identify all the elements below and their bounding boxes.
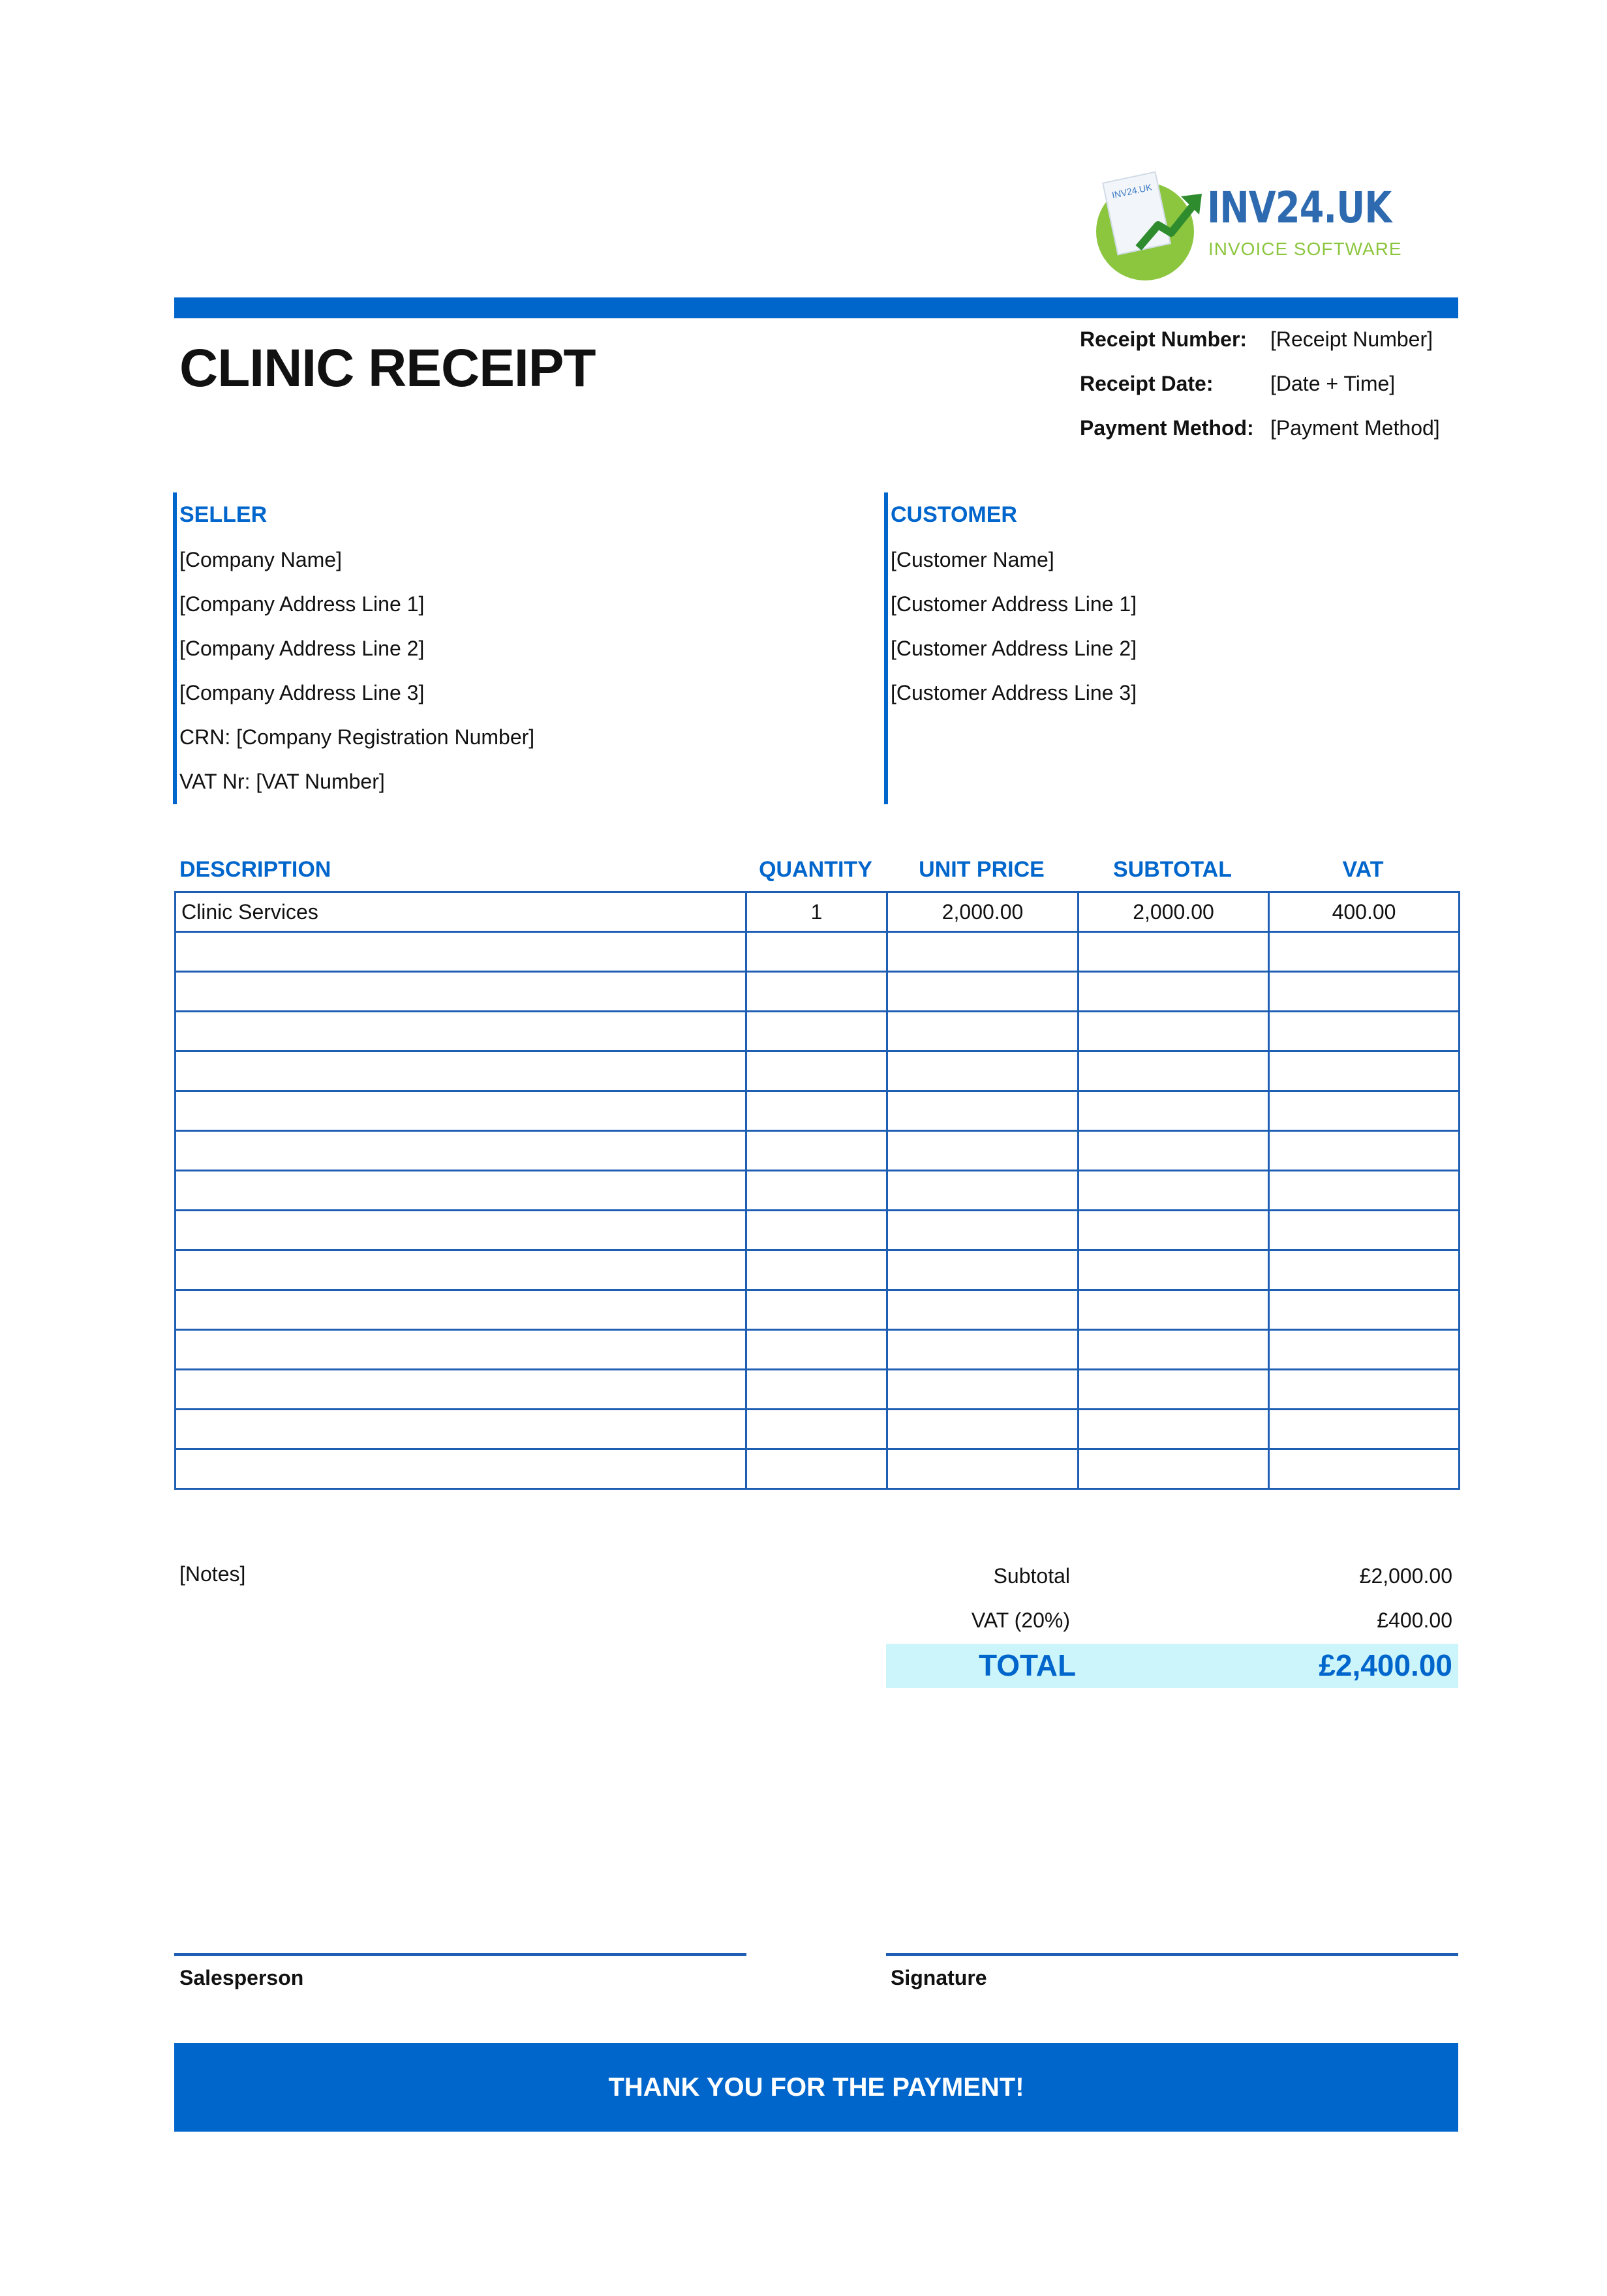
empty-cell bbox=[887, 1012, 1079, 1051]
empty-cell bbox=[887, 972, 1079, 1012]
table-row-empty bbox=[176, 1250, 1460, 1290]
table-row-empty bbox=[176, 1211, 1460, 1250]
column-header-description: DESCRIPTION bbox=[179, 857, 331, 882]
empty-cell bbox=[176, 1330, 746, 1370]
payment-method-value: [Payment Method] bbox=[1270, 416, 1440, 440]
empty-cell bbox=[746, 1131, 887, 1171]
empty-cell bbox=[746, 1410, 887, 1449]
empty-cell bbox=[1079, 932, 1269, 972]
seller-company-name: [Company Name] bbox=[179, 548, 342, 571]
table-row-empty bbox=[176, 1370, 1460, 1410]
customer-address-line-3: [Customer Address Line 3] bbox=[891, 681, 1137, 704]
empty-cell bbox=[176, 1449, 746, 1489]
empty-cell bbox=[1079, 1410, 1269, 1449]
column-header-subtotal: SUBTOTAL bbox=[1113, 857, 1232, 882]
notes: [Notes] bbox=[179, 1562, 246, 1586]
empty-cell bbox=[887, 1449, 1079, 1489]
table-row-empty bbox=[176, 1449, 1460, 1489]
empty-cell bbox=[176, 1410, 746, 1449]
empty-cell bbox=[1269, 1211, 1460, 1250]
empty-cell bbox=[176, 1211, 746, 1250]
footer-banner bbox=[174, 2043, 1458, 2132]
item-vat: 400.00 bbox=[1269, 892, 1460, 932]
empty-cell bbox=[1079, 1330, 1269, 1370]
table-row bbox=[176, 892, 1460, 932]
empty-cell bbox=[887, 1091, 1079, 1131]
table-row-empty bbox=[176, 1290, 1460, 1330]
empty-cell bbox=[887, 1330, 1079, 1370]
empty-cell bbox=[887, 1410, 1079, 1449]
table-row-empty bbox=[176, 932, 1460, 972]
empty-cell bbox=[746, 1330, 887, 1370]
empty-cell bbox=[1079, 1091, 1269, 1131]
empty-cell bbox=[746, 1171, 887, 1211]
empty-cell bbox=[1269, 932, 1460, 972]
empty-cell bbox=[887, 1171, 1079, 1211]
table-row-empty bbox=[176, 1131, 1460, 1171]
empty-cell bbox=[1269, 1250, 1460, 1290]
empty-cell bbox=[176, 1290, 746, 1330]
seller-accent-bar bbox=[173, 492, 177, 804]
empty-cell bbox=[176, 1171, 746, 1211]
empty-cell bbox=[1269, 1131, 1460, 1171]
total-value: £2,400.00 bbox=[1319, 1648, 1452, 1682]
empty-cell bbox=[1269, 972, 1460, 1012]
signature-label: Signature bbox=[891, 1966, 987, 1989]
empty-cell bbox=[1079, 1211, 1269, 1250]
empty-cell bbox=[887, 1290, 1079, 1330]
empty-cell bbox=[1269, 1330, 1460, 1370]
logo-tagline: INVOICE SOFTWARE bbox=[1208, 239, 1402, 259]
column-header-quantity: QUANTITY bbox=[759, 857, 872, 882]
empty-cell bbox=[1269, 1171, 1460, 1211]
customer-address-line-1: [Customer Address Line 1] bbox=[891, 592, 1137, 616]
empty-cell bbox=[746, 972, 887, 1012]
seller-address-line-3: [Company Address Line 3] bbox=[179, 681, 425, 704]
empty-cell bbox=[746, 1250, 887, 1290]
empty-cell bbox=[1269, 1091, 1460, 1131]
empty-cell bbox=[1079, 1449, 1269, 1489]
table-row-empty bbox=[176, 1091, 1460, 1131]
empty-cell bbox=[1079, 1370, 1269, 1410]
table-row-empty bbox=[176, 1410, 1460, 1449]
customer-signature-line bbox=[886, 1953, 1458, 1956]
empty-cell bbox=[746, 1091, 887, 1131]
empty-cell bbox=[746, 1449, 887, 1489]
empty-cell bbox=[176, 1012, 746, 1051]
seller-address-line-2: [Company Address Line 2] bbox=[179, 637, 425, 660]
empty-cell bbox=[176, 972, 746, 1012]
seller-crn: CRN: [Company Registration Number] bbox=[179, 725, 535, 749]
company-logo bbox=[1096, 176, 1403, 274]
table-row-empty bbox=[176, 1171, 1460, 1211]
empty-cell bbox=[887, 1370, 1079, 1410]
empty-cell bbox=[176, 1250, 746, 1290]
seller-heading: SELLER bbox=[179, 502, 268, 527]
item-description: Clinic Services bbox=[176, 892, 746, 932]
empty-cell bbox=[1079, 1131, 1269, 1171]
growth-arrow-icon bbox=[1135, 186, 1207, 258]
empty-cell bbox=[1079, 1290, 1269, 1330]
empty-cell bbox=[176, 932, 746, 972]
subtotal-label: Subtotal bbox=[993, 1564, 1070, 1588]
total-label: TOTAL bbox=[979, 1648, 1077, 1682]
empty-cell bbox=[1079, 972, 1269, 1012]
empty-cell bbox=[1079, 1250, 1269, 1290]
seller-address-line-1: [Company Address Line 1] bbox=[179, 592, 425, 616]
empty-cell bbox=[1079, 1012, 1269, 1051]
page-title: CLINIC RECEIPT bbox=[179, 339, 596, 398]
empty-cell bbox=[176, 1091, 746, 1131]
customer-accent-bar bbox=[884, 492, 888, 804]
receipt-date-value: [Date + Time] bbox=[1270, 372, 1396, 395]
receipt-number-value: [Receipt Number] bbox=[1270, 327, 1433, 351]
column-header-unit-price: UNIT PRICE bbox=[919, 857, 1045, 882]
empty-cell bbox=[887, 1211, 1079, 1250]
empty-cell bbox=[1079, 1171, 1269, 1211]
table-row-empty bbox=[176, 1330, 1460, 1370]
empty-cell bbox=[176, 1131, 746, 1171]
empty-cell bbox=[1269, 1370, 1460, 1410]
empty-cell bbox=[1079, 1051, 1269, 1091]
seller-vat-number: VAT Nr: [VAT Number] bbox=[179, 770, 385, 793]
item-unit-price: 2,000.00 bbox=[887, 892, 1079, 932]
empty-cell bbox=[176, 1370, 746, 1410]
empty-cell bbox=[746, 1211, 887, 1250]
empty-cell bbox=[887, 932, 1079, 972]
empty-cell bbox=[887, 1250, 1079, 1290]
vat-label: VAT (20%) bbox=[971, 1609, 1070, 1632]
customer-heading: CUSTOMER bbox=[891, 502, 1017, 527]
line-items-table bbox=[174, 891, 1460, 1490]
empty-cell bbox=[746, 1290, 887, 1330]
empty-cell bbox=[1269, 1410, 1460, 1449]
empty-cell bbox=[746, 1370, 887, 1410]
empty-cell bbox=[887, 1051, 1079, 1091]
customer-address-line-2: [Customer Address Line 2] bbox=[891, 637, 1137, 660]
empty-cell bbox=[1269, 1051, 1460, 1091]
empty-cell bbox=[1269, 1012, 1460, 1051]
header-accent-bar bbox=[174, 297, 1458, 318]
thank-you-message: THANK YOU FOR THE PAYMENT! bbox=[608, 2072, 1024, 2102]
vat-value: £400.00 bbox=[1377, 1609, 1452, 1632]
empty-cell bbox=[1269, 1449, 1460, 1489]
salesperson-label: Salesperson bbox=[179, 1966, 304, 1989]
item-subtotal: 2,000.00 bbox=[1079, 892, 1269, 932]
empty-cell bbox=[176, 1051, 746, 1091]
subtotal-value: £2,000.00 bbox=[1359, 1564, 1452, 1588]
customer-name: [Customer Name] bbox=[891, 548, 1054, 571]
table-row-empty bbox=[176, 1012, 1460, 1051]
receipt-date-label: Receipt Date: bbox=[1080, 372, 1214, 395]
item-quantity: 1 bbox=[746, 892, 887, 932]
receipt-number-label: Receipt Number: bbox=[1080, 327, 1247, 351]
empty-cell bbox=[746, 932, 887, 972]
empty-cell bbox=[1269, 1290, 1460, 1330]
table-row-empty bbox=[176, 1051, 1460, 1091]
logo-document-icon: INV24.UK bbox=[1102, 172, 1171, 256]
empty-cell bbox=[746, 1012, 887, 1051]
salesperson-signature-line bbox=[174, 1953, 746, 1956]
logo-brand: INV24.UK bbox=[1207, 183, 1392, 233]
payment-method-label: Payment Method: bbox=[1080, 416, 1254, 440]
column-header-vat: VAT bbox=[1342, 857, 1384, 882]
empty-cell bbox=[746, 1051, 887, 1091]
empty-cell bbox=[887, 1131, 1079, 1171]
table-row-empty bbox=[176, 972, 1460, 1012]
